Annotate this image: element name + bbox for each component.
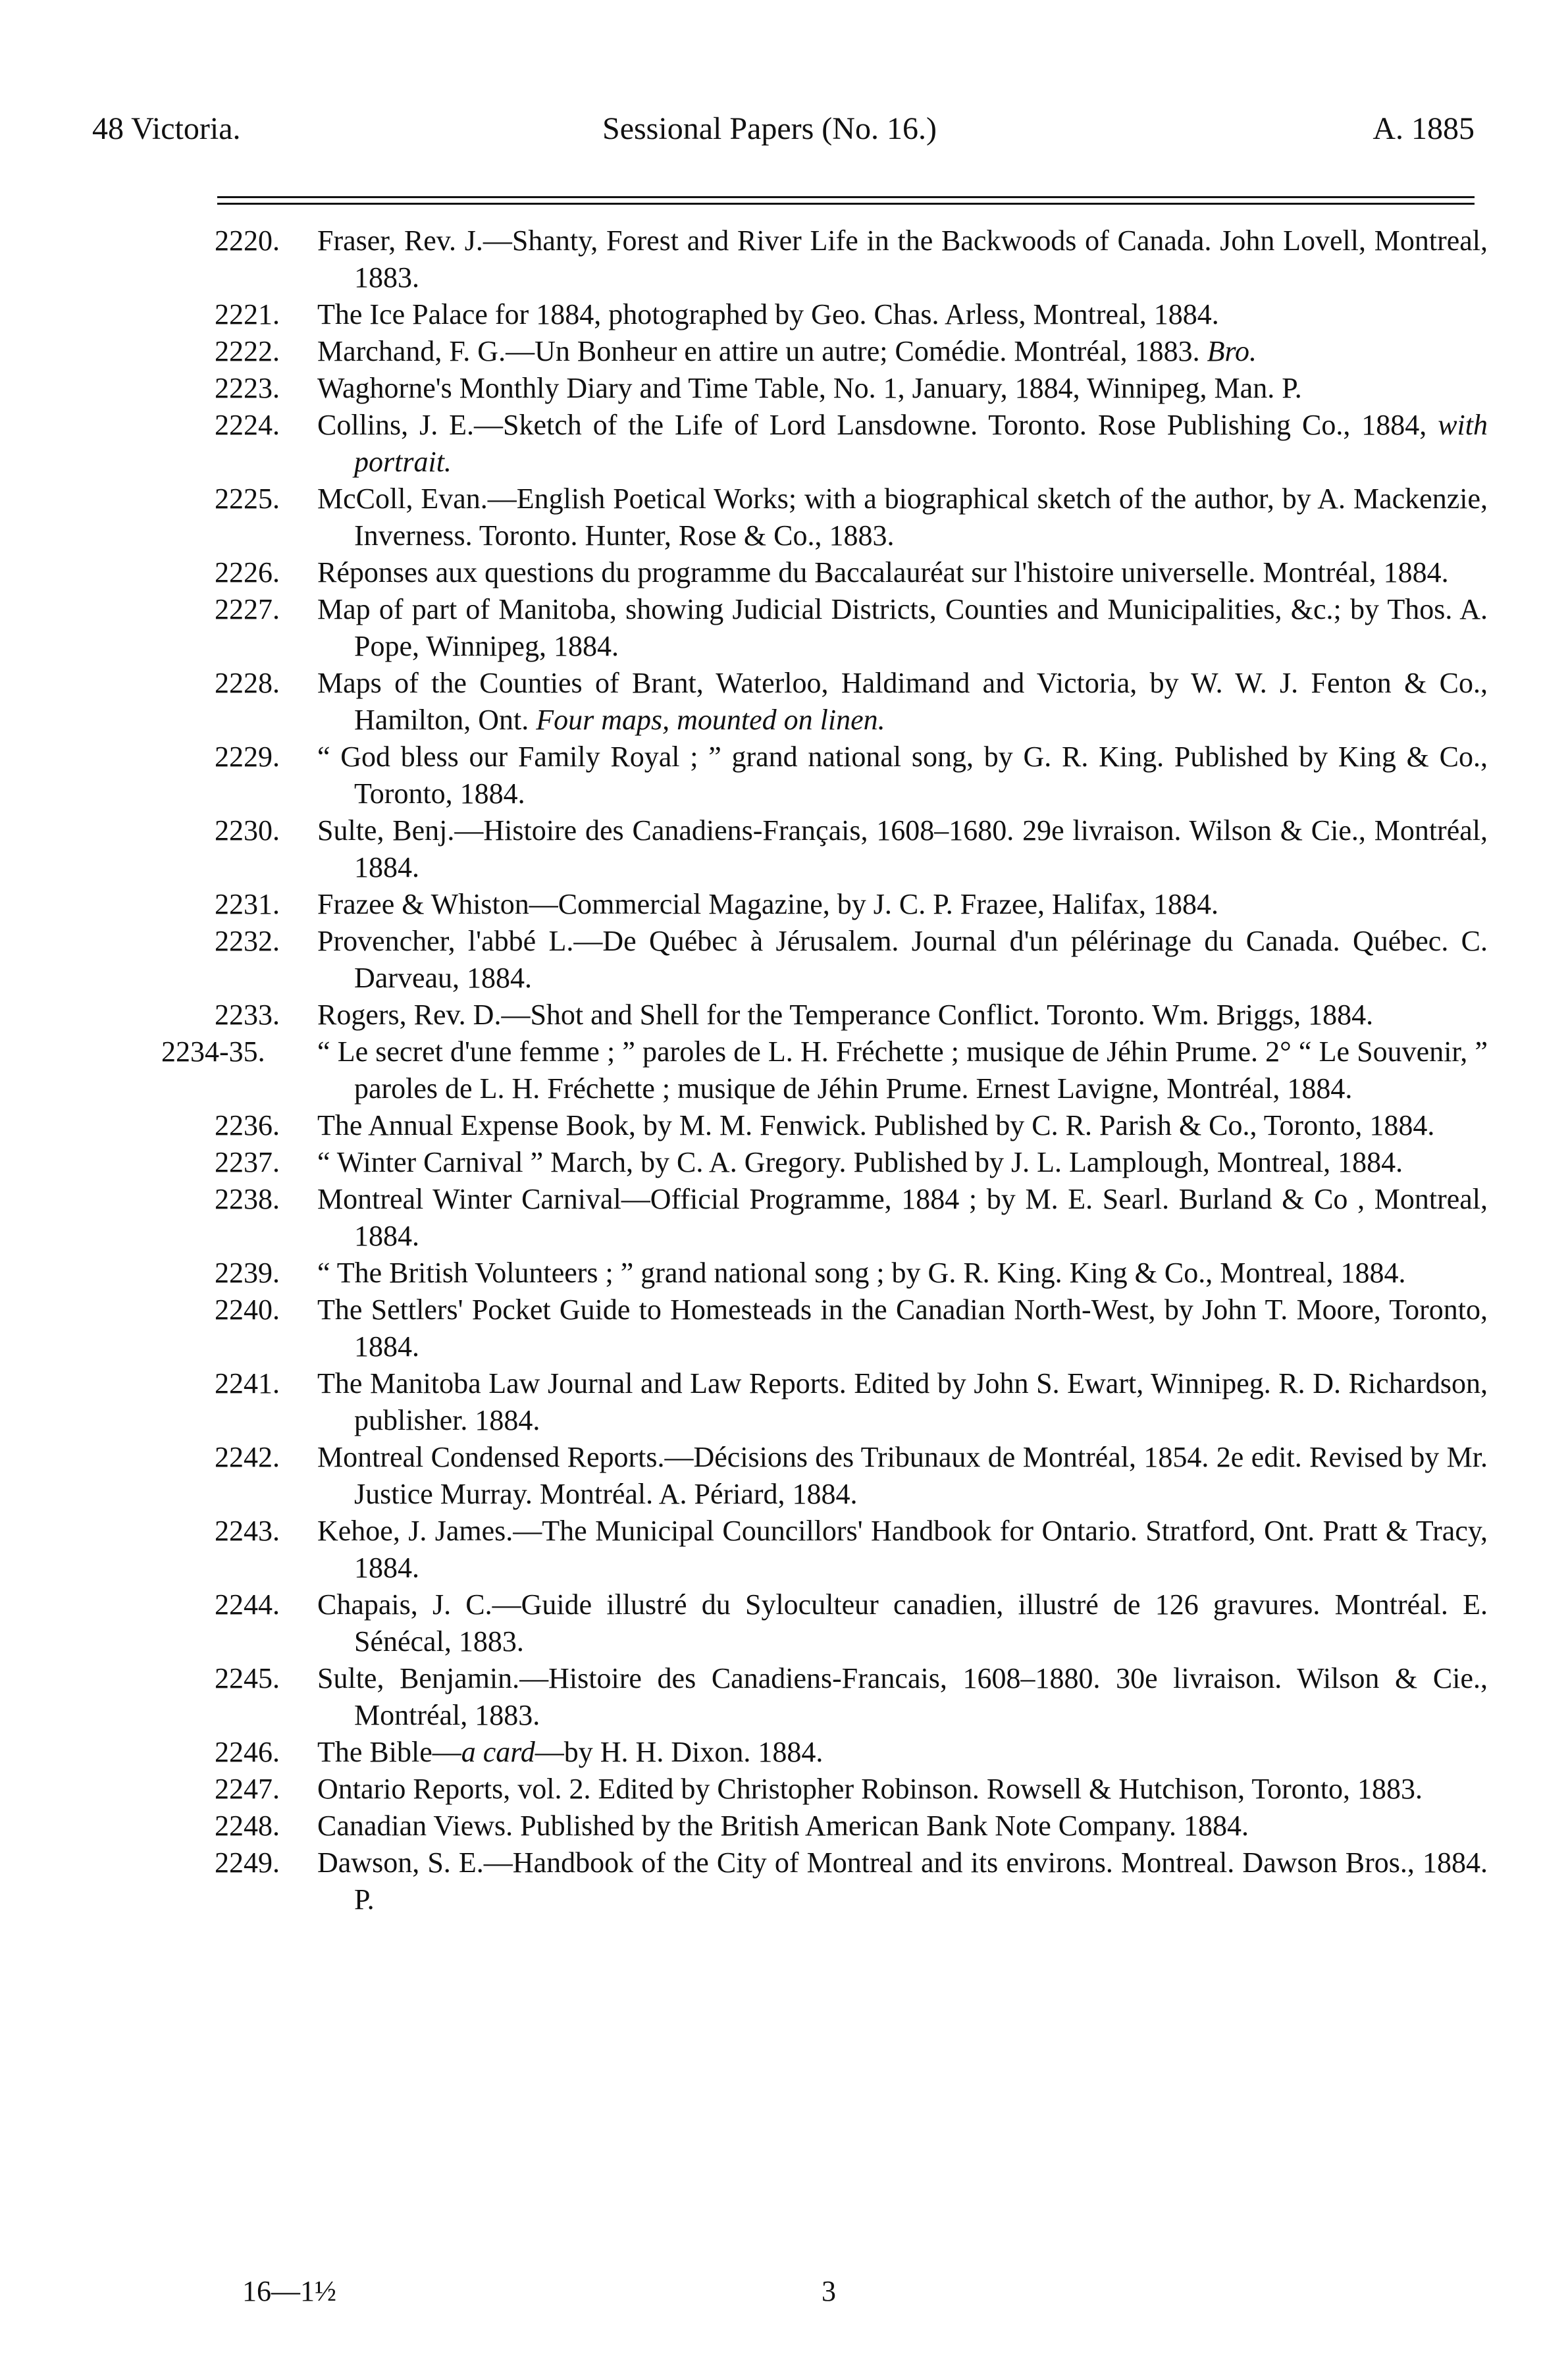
catalogue-entry (161, 1033, 1488, 1107)
entry-text (317, 1660, 1488, 1734)
catalogue-entry (165, 997, 1488, 1033)
entry-text-main: Provencher, l'abbé L.—De Québec à Jérusalem. Journal d'un pélérinage du Canada. Québec. C. Darveau, 1884. (317, 925, 1488, 994)
catalogue-entry (165, 1844, 1488, 1918)
entry-text-main: Sulte, Benjamin.—Histoire des Canadiens-Francais, 1608–1880. 30e livraison. Wilson & Cie., Montréal, 1883. (317, 1662, 1488, 1731)
entry-number: 2229. (215, 741, 280, 773)
entry-number: 2241. (215, 1367, 280, 1399)
page-footer (242, 2274, 901, 2314)
entry-text-main: The Settlers' Pocket Guide to Homesteads in the Canadian North-West, by John T. Moore, Toronto, 1884. (317, 1294, 1488, 1363)
entry-text-main: Waghorne's Monthly Diary and Time Table, No. 1, January, 1884, Winnipeg, Man. P. (317, 372, 1302, 404)
entry-text (317, 1181, 1488, 1255)
entry-number: 2234-35. (161, 1035, 265, 1068)
catalogue-entry (165, 1292, 1488, 1365)
catalogue-entry (165, 554, 1488, 591)
entry-number: 2233. (215, 999, 280, 1031)
entry-text (317, 1292, 1488, 1365)
entry-text-main: Collins, J. E.—Sketch of the Life of Lord Lansdowne. Toronto. Rose Publishing Co., 1884, (317, 409, 1427, 441)
catalogue-entry (165, 1586, 1488, 1660)
entry-text-main: Réponses aux questions du programme du Baccalauréat sur l'histoire universelle. Montréal, 1884. (317, 556, 1449, 588)
entry-text (317, 1808, 1488, 1844)
entry-number: 2223. (215, 372, 280, 404)
catalogue-entry (165, 886, 1488, 923)
entry-text (317, 1033, 1488, 1107)
catalogue-entry (165, 481, 1488, 554)
entry-text-main: The Manitoba Law Journal and Law Reports. Edited by John S. Ewart, Winnipeg. R. D. Richardson, publisher. 1884. (317, 1367, 1488, 1436)
entry-number: 2222. (215, 335, 280, 367)
signature-mark: 16—1½ (242, 2275, 336, 2307)
entry-text-main: Dawson, S. E.—Handbook of the City of Montreal and its environs. Montreal. Dawson Bros., 1884. P. (317, 1846, 1488, 1916)
catalogue-entry (165, 1365, 1488, 1439)
header-year: A. 1885 (1372, 111, 1475, 146)
entry-text (317, 997, 1488, 1033)
catalogue-entry (165, 370, 1488, 407)
entry-text-main: Chapais, J. C.—Guide illustré du Syloculteur canadien, illustré de 126 gravures. Montréal. E. Sénécal, 1883. (317, 1588, 1488, 1658)
catalogue-entry (165, 1660, 1488, 1734)
entry-text-italic: with portrait. (354, 409, 1488, 478)
entry-text (317, 1144, 1488, 1181)
header-session: 48 Victoria. (92, 111, 241, 146)
entry-text-main: “ Winter Carnival ” March, by C. A. Gregory. Published by J. L. Lamplough, Montreal, 1884. (317, 1146, 1403, 1178)
entry-number: 2246. (215, 1736, 280, 1768)
entry-text (317, 1771, 1488, 1808)
catalogue-entry (165, 665, 1488, 739)
page-number: 3 (822, 2275, 836, 2307)
header-title: Sessional Papers (No. 16.) (602, 111, 937, 146)
entry-text (317, 1255, 1488, 1292)
catalogue-entry (165, 1771, 1488, 1808)
entry-text (317, 739, 1488, 812)
entry-text (317, 886, 1488, 923)
entry-text-main: Map of part of Manitoba, showing Judicial Districts, Counties and Municipalities, &c.; by Thos. A. Pope, Winnipeg, 1884. (317, 593, 1488, 662)
entry-number: 2231. (215, 888, 280, 920)
entry-number: 2240. (215, 1294, 280, 1326)
entry-text-main: The Annual Expense Book, by M. M. Fenwick. Published by C. R. Parish & Co., Toronto, 1884. (317, 1109, 1435, 1141)
entry-text-main: McColl, Evan.—English Poetical Works; with a biographical sketch of the author, by A. Mackenzie, Inverness. Toronto. Hunter, Rose & Co., 1883. (317, 483, 1488, 552)
entry-number: 2244. (215, 1588, 280, 1621)
entry-text (317, 222, 1488, 296)
header-rule-bottom (217, 203, 1475, 205)
entry-text (317, 923, 1488, 997)
entry-number: 2227. (215, 593, 280, 625)
entry-text-main: Sulte, Benj.—Histoire des Canadiens-Français, 1608–1680. 29e livraison. Wilson & Cie., Montréal, 1884. (317, 814, 1488, 883)
entry-number: 2225. (215, 483, 280, 515)
entry-text (317, 1439, 1488, 1513)
entry-text (317, 1107, 1488, 1144)
entry-number: 2238. (215, 1183, 280, 1215)
catalogue-entry (165, 923, 1488, 997)
entry-text (317, 296, 1488, 333)
header-rule-top (217, 196, 1475, 198)
catalogue-entry (165, 739, 1488, 812)
entry-text (317, 1844, 1488, 1918)
entry-text-main: Fraser, Rev. J.—Shanty, Forest and River Life in the Backwoods of Canada. John Lovell, Montreal, 1883. (317, 224, 1488, 294)
entry-text-main: Kehoe, J. James.—The Municipal Councillors' Handbook for Ontario. Stratford, Ont. Pratt & Tracy, 1884. (317, 1515, 1488, 1584)
entry-text-main: “ Le secret d'une femme ; ” paroles de L. H. Fréchette ; musique de Jéhin Prume. 2° “ Le Souvenir, ” paroles de L. H. Fréchette ; musique de Jéhin Prume. Ernest Lavigne, Montréal, 1884. (317, 1035, 1488, 1105)
entry-text (317, 481, 1488, 554)
entry-number: 2248. (215, 1810, 280, 1842)
catalogue-entry (165, 407, 1488, 481)
entry-text (317, 591, 1488, 665)
catalogue-entry (165, 1513, 1488, 1586)
entry-number: 2228. (215, 667, 280, 699)
catalogue-entry (165, 1255, 1488, 1292)
running-header (92, 111, 1475, 150)
entry-number: 2221. (215, 298, 280, 330)
catalogue-entry (165, 1439, 1488, 1513)
catalogue-entry (165, 1107, 1488, 1144)
catalogue-entry (165, 1144, 1488, 1181)
entry-text-italic: Four maps, mounted on linen. (536, 704, 885, 736)
entry-text-main: The Ice Palace for 1884, photographed by Geo. Chas. Arless, Montreal, 1884. (317, 298, 1219, 330)
entry-text (317, 1513, 1488, 1586)
entry-text-main: Frazee & Whiston—Commercial Magazine, by J. C. P. Frazee, Halifax, 1884. (317, 888, 1218, 920)
catalogue-entry (165, 333, 1488, 370)
entry-text-main: Ontario Reports, vol. 2. Edited by Christopher Robinson. Rowsell & Hutchison, Toronto, 1883. (317, 1773, 1423, 1805)
entry-text (317, 333, 1488, 370)
catalogue-entry (165, 1734, 1488, 1771)
entry-number: 2220. (215, 224, 280, 257)
entry-text (317, 554, 1488, 591)
entry-number: 2226. (215, 556, 280, 588)
entry-text-main: Montreal Condensed Reports.—Décisions des Tribunaux de Montréal, 1854. 2e edit. Revised by Mr. Justice Murray. Montréal. A. Périard, 1884. (317, 1441, 1488, 1510)
catalogue-entry (165, 1808, 1488, 1844)
entry-text-italic: a card (461, 1736, 535, 1768)
entry-number: 2249. (215, 1846, 280, 1879)
entry-number: 2243. (215, 1515, 280, 1547)
entry-number: 2224. (215, 409, 280, 441)
entry-text (317, 370, 1488, 407)
entry-text-main: “ The British Volunteers ; ” grand national song ; by G. R. King. King & Co., Montreal, 1884. (317, 1257, 1406, 1289)
entry-text-main: Marchand, F. G.—Un Bonheur en attire un autre; Comédie. Montréal, 1883. (317, 335, 1200, 367)
entry-number: 2232. (215, 925, 280, 957)
entry-text-main: Maps of the Counties of Brant, Waterloo, Haldimand and Victoria, by W. W. J. Fenton & Co., Hamilton, Ont. (317, 667, 1488, 736)
catalogue-entry (165, 296, 1488, 333)
entry-number: 2242. (215, 1441, 280, 1473)
entry-number: 2237. (215, 1146, 280, 1178)
entry-text (317, 1586, 1488, 1660)
entry-text (317, 1365, 1488, 1439)
entry-number: 2236. (215, 1109, 280, 1141)
entry-text (317, 1734, 1488, 1771)
catalogue-entry (165, 1181, 1488, 1255)
entry-text-tail: —by H. H. Dixon. 1884. (535, 1736, 823, 1768)
entry-text-main: The Bible— (317, 1736, 461, 1768)
catalogue-entry (165, 812, 1488, 886)
entry-text (317, 407, 1488, 481)
entry-text-italic: Bro. (1207, 335, 1257, 367)
entry-number: 2247. (215, 1773, 280, 1805)
entry-text-main: Canadian Views. Published by the British American Bank Note Company. 1884. (317, 1810, 1249, 1842)
entry-text (317, 812, 1488, 886)
entry-text-main: Rogers, Rev. D.—Shot and Shell for the Temperance Conflict. Toronto. Wm. Briggs, 1884. (317, 999, 1374, 1031)
catalogue-entry (165, 591, 1488, 665)
catalogue-entry (165, 222, 1488, 296)
entry-number: 2245. (215, 1662, 280, 1694)
entry-number: 2239. (215, 1257, 280, 1289)
catalogue-entries (161, 222, 1488, 1918)
entry-text-main: “ God bless our Family Royal ; ” grand national song, by G. R. King. Published by King & Co., Toronto, 1884. (317, 741, 1488, 810)
entry-number: 2230. (215, 814, 280, 847)
entry-text (317, 665, 1488, 739)
entry-text-main: Montreal Winter Carnival—Official Programme, 1884 ; by M. E. Searl. Burland & Co , Montreal, 1884. (317, 1183, 1488, 1252)
